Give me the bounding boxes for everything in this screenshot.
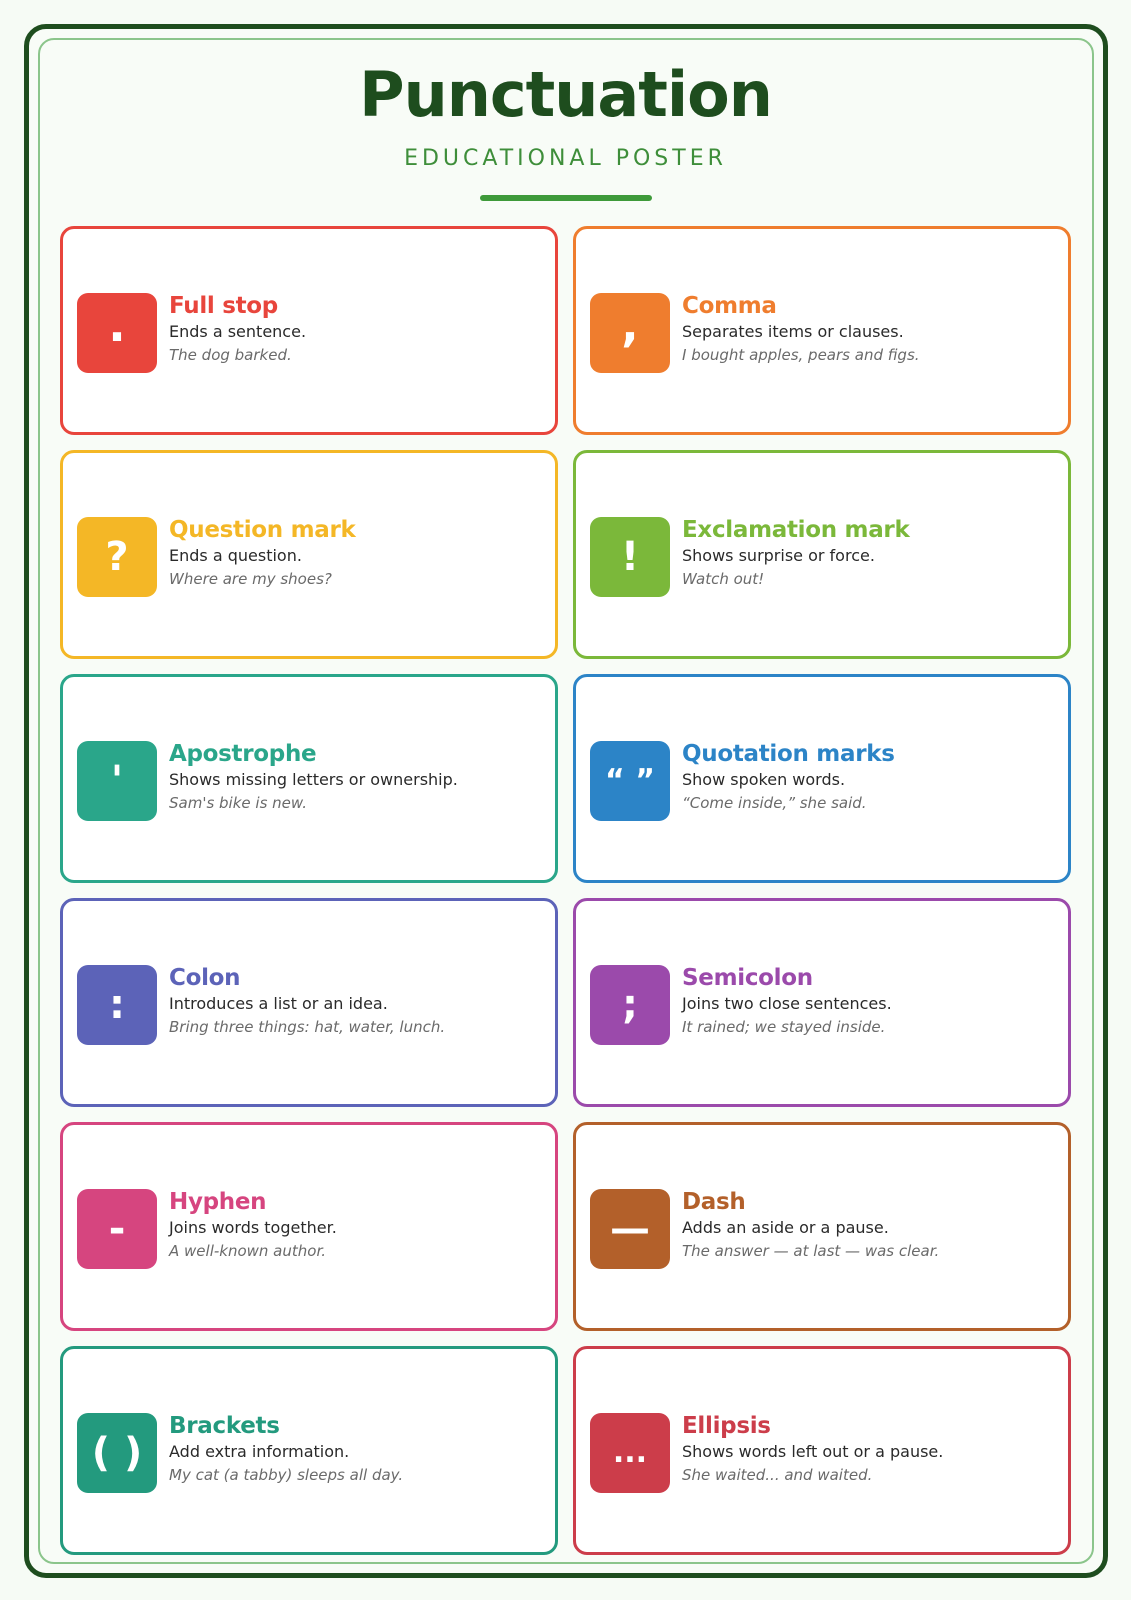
card-colon bbox=[60, 898, 558, 1107]
card-title: Hyphen bbox=[169, 1189, 267, 1215]
page-title: Punctuation bbox=[359, 58, 772, 131]
card-example: Bring three things: hat, water, lunch. bbox=[169, 1018, 446, 1036]
page-subtitle: EDUCATIONAL POSTER bbox=[404, 146, 727, 171]
card-description: Show spoken words. bbox=[682, 770, 846, 789]
title-divider bbox=[480, 195, 652, 201]
card-description: Ends a sentence. bbox=[169, 322, 307, 341]
card-example: The dog barked. bbox=[169, 346, 292, 364]
card-dash bbox=[573, 1122, 1071, 1331]
card-apostrophe bbox=[60, 674, 558, 883]
punctuation-grid bbox=[60, 226, 1071, 1556]
full-stop-icon: . bbox=[77, 293, 157, 373]
card-description: Adds an aside or a pause. bbox=[682, 1218, 889, 1237]
card-description: Joins words together. bbox=[169, 1218, 337, 1237]
apostrophe-icon: ' bbox=[77, 741, 157, 821]
card-title: Brackets bbox=[169, 1413, 280, 1439]
card-example: Watch out! bbox=[682, 570, 765, 588]
card-example: A well-known author. bbox=[169, 1242, 327, 1260]
card-ellipsis bbox=[573, 1346, 1071, 1555]
card-description: Separates items or clauses. bbox=[682, 322, 904, 341]
card-comma bbox=[573, 226, 1071, 435]
quotation-marks-icon: “ ” bbox=[590, 741, 670, 821]
card-description: Joins two close sentences. bbox=[682, 994, 892, 1013]
card-brackets bbox=[60, 1346, 558, 1555]
card-title: Question mark bbox=[169, 517, 356, 543]
colon-icon: : bbox=[77, 965, 157, 1045]
card-description: Shows words left out or a pause. bbox=[682, 1442, 944, 1461]
card-description: Introduces a list or an idea. bbox=[169, 994, 388, 1013]
card-quotation-marks bbox=[573, 674, 1071, 883]
card-example: Sam's bike is new. bbox=[169, 794, 307, 812]
card-description: Shows surprise or force. bbox=[682, 546, 875, 565]
card-title: Quotation marks bbox=[682, 741, 895, 767]
ellipsis-icon: ... bbox=[590, 1413, 670, 1493]
card-title: Comma bbox=[682, 293, 777, 319]
card-question-mark bbox=[60, 450, 558, 659]
card-title: Apostrophe bbox=[169, 741, 317, 767]
card-full-stop bbox=[60, 226, 558, 435]
comma-icon: , bbox=[590, 293, 670, 373]
card-title: Dash bbox=[682, 1189, 746, 1215]
card-hyphen bbox=[60, 1122, 558, 1331]
card-title: Semicolon bbox=[682, 965, 813, 991]
card-exclamation-mark bbox=[573, 450, 1071, 659]
card-title: Colon bbox=[169, 965, 241, 991]
card-title: Full stop bbox=[169, 293, 278, 319]
card-example: My cat (a tabby) sleeps all day. bbox=[169, 1466, 404, 1484]
card-description: Shows missing letters or ownership. bbox=[169, 770, 458, 789]
card-semicolon bbox=[573, 898, 1071, 1107]
hyphen-icon: - bbox=[77, 1189, 157, 1269]
dash-icon: — bbox=[590, 1189, 670, 1269]
card-example: I bought apples, pears and figs. bbox=[682, 346, 920, 364]
card-description: Add extra information. bbox=[169, 1442, 350, 1461]
question-mark-icon: ? bbox=[77, 517, 157, 597]
card-example: Where are my shoes? bbox=[169, 570, 332, 588]
card-title: Ellipsis bbox=[682, 1413, 771, 1439]
exclamation-mark-icon: ! bbox=[590, 517, 670, 597]
card-example: The answer — at last — was clear. bbox=[682, 1242, 940, 1260]
brackets-icon: ( ) bbox=[77, 1413, 157, 1493]
card-title: Exclamation mark bbox=[682, 517, 910, 543]
card-example: It rained; we stayed inside. bbox=[682, 1018, 886, 1036]
semicolon-icon: ; bbox=[590, 965, 670, 1045]
card-description: Ends a question. bbox=[169, 546, 302, 565]
card-example: She waited... and waited. bbox=[682, 1466, 873, 1484]
card-example: “Come inside,” she said. bbox=[682, 794, 867, 812]
